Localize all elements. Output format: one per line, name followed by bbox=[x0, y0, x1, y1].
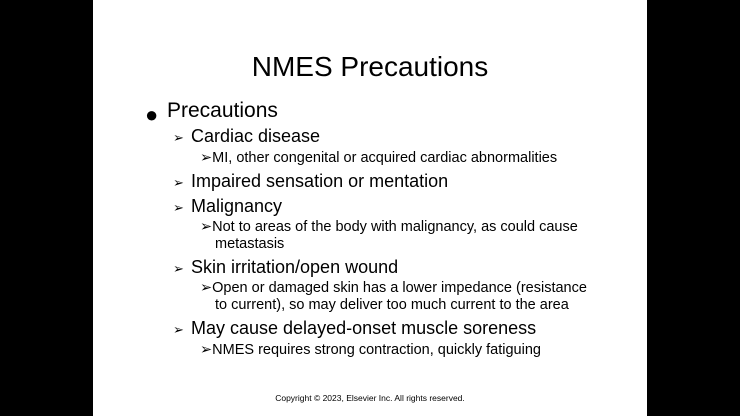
list-item-malignancy: Malignancy bbox=[191, 196, 283, 216]
detail-line: metastasis bbox=[215, 236, 285, 252]
detail-line: ➢Not to areas of the body with malignancy, as could cause bbox=[200, 219, 578, 235]
detail-line: to current), so may deliver too much current to the area bbox=[215, 297, 569, 313]
sub-bullet-icon: ➢ bbox=[173, 322, 184, 337]
sub-bullet-icon: ➢ bbox=[173, 130, 184, 145]
list-item-skin: Skin irritation/open wound bbox=[191, 257, 399, 277]
slide bbox=[93, 0, 647, 416]
copyright-footer: Copyright © 2023, Elsevier Inc. All rights reserved. bbox=[275, 393, 465, 403]
detail-line: ➢NMES requires strong contraction, quickly fatiguing bbox=[200, 342, 541, 358]
list-item-cardiac: Cardiac disease bbox=[191, 126, 321, 146]
detail-line: ➢Open or damaged skin has a lower impedance (resistance bbox=[200, 280, 587, 296]
sub-bullet-icon: ➢ bbox=[173, 200, 184, 215]
level1-text: Precautions bbox=[167, 99, 278, 122]
sub-bullet-icon: ➢ bbox=[173, 261, 184, 276]
sub-bullet-icon: ➢ bbox=[173, 175, 184, 190]
list-item-soreness: May cause delayed-onset muscle soreness bbox=[191, 318, 537, 338]
slide-title: NMES Precautions bbox=[251, 51, 489, 82]
list-item-sensation: Impaired sensation or mentation bbox=[191, 171, 449, 191]
level1-bullet: ● bbox=[145, 102, 159, 127]
detail-line: ➢MI, other congenital or acquired cardiac abnormalities bbox=[200, 150, 558, 166]
